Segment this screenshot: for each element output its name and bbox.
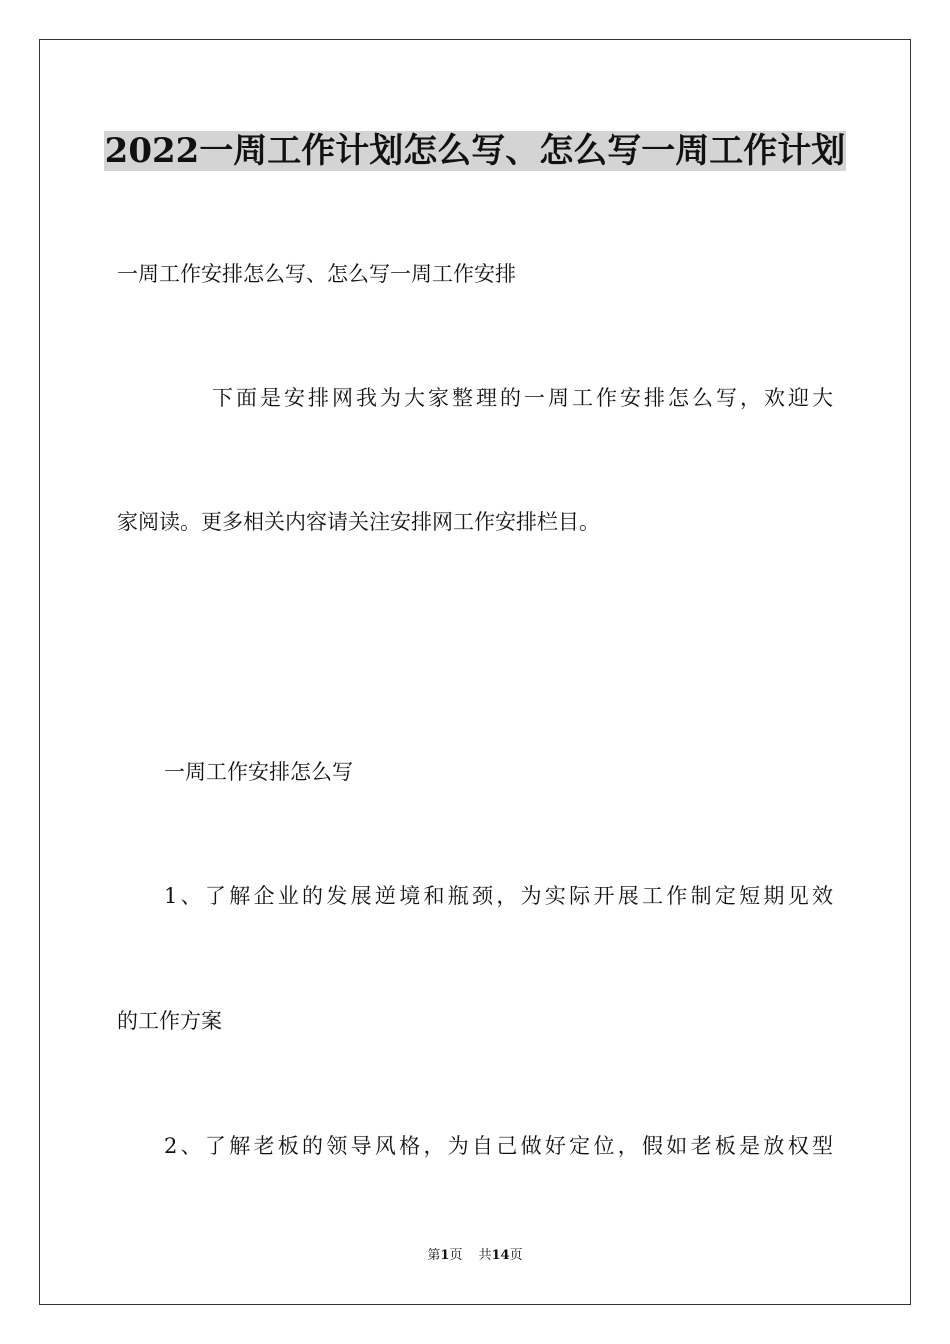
document-subtitle: 一周工作安排怎么写、怎么写一周工作安排 xyxy=(117,262,516,286)
footer-total-suffix: 页 xyxy=(509,1248,523,1263)
footer-total-prefix: 共 xyxy=(478,1248,492,1263)
section-heading: 一周工作安排怎么写 xyxy=(164,760,353,784)
footer-page-prefix: 第 xyxy=(427,1248,441,1263)
page-footer xyxy=(0,1247,950,1265)
footer-page-suffix: 页 xyxy=(449,1248,463,1263)
list-item-2-line-1: 2、了解老板的领导风格，为自己做好定位，假如老板是放权型 xyxy=(164,1134,833,1158)
intro-paragraph-line-1: 下面是安排网我为大家整理的一周工作安排怎么写，欢迎大 xyxy=(212,386,833,410)
footer-total-pages: 14 xyxy=(491,1248,510,1263)
list-item-1-line-2: 的工作方案 xyxy=(117,1009,222,1033)
document-title-text: 2022一周工作计划怎么写、怎么写一周工作计划 xyxy=(104,131,846,171)
list-item-1-line-1: 1、了解企业的发展逆境和瓶颈，为实际开展工作制定短期见效 xyxy=(164,884,833,908)
intro-paragraph-line-2: 家阅读。更多相关内容请关注安排网工作安排栏目。 xyxy=(117,510,600,534)
document-title xyxy=(100,126,850,176)
footer-current-page: 1 xyxy=(440,1248,450,1263)
page-border xyxy=(39,39,911,1305)
